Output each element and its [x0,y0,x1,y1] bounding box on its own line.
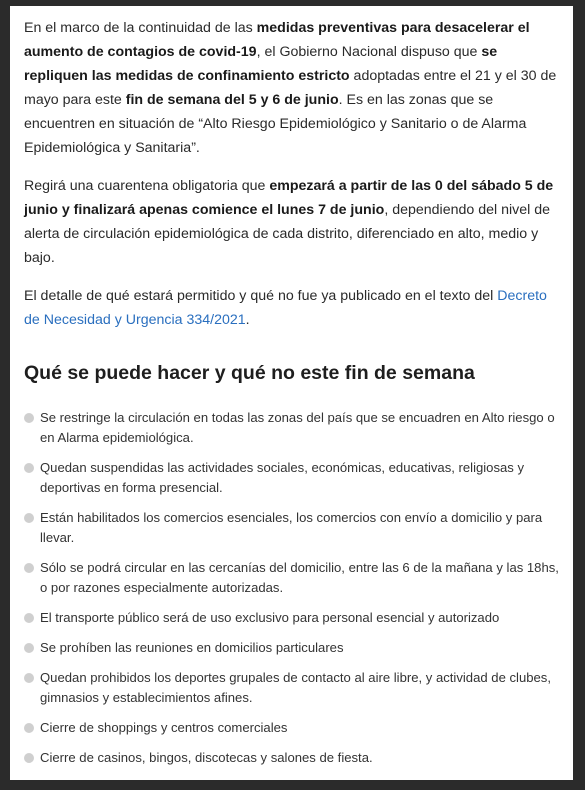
quarantine-paragraph [24,174,563,270]
bullet-icon [24,613,34,623]
list-item-text: Se prohíben las reuniones en domicilios particulares [40,640,344,655]
bold-segment: empezará a partir de las 0 del sábado 5 de junio y finalizará apenas comience el lunes 7 de junio [24,178,554,218]
decree-link[interactable]: Decreto de Necesidad y Urgencia 334/2021 [24,288,547,328]
text-segment: . [245,312,250,328]
bold-segment: se repliquen las medidas de confinamiento estricto [24,44,498,84]
bullet-icon [24,643,34,653]
list-item [24,458,563,498]
rules-list [24,408,563,768]
list-item [24,508,563,548]
list-item [24,408,563,448]
bullet-icon [24,753,34,763]
bullet-icon [24,723,34,733]
bullet-icon [24,413,34,423]
list-item-text: Cierre de casinos, bingos, discotecas y salones de fiesta. [40,750,373,765]
list-item [24,748,563,768]
bullet-icon [24,563,34,573]
article-frame [10,6,573,780]
bullet-icon [24,513,34,523]
text-segment: , el Gobierno Nacional dispuso que [256,44,482,60]
list-item-text: Quedan prohibidos los deportes grupales de contacto al aire libre, y actividad de clubes, gimnasios y establecimientos afines. [40,670,551,705]
list-item [24,558,563,598]
list-item-text: Cierre de shoppings y centros comerciales [40,720,288,735]
bold-segment: medidas preventivas para desacelerar el aumento de contagios de covid-19 [24,20,530,60]
bullet-icon [24,673,34,683]
list-item-text: Están habilitados los comercios esenciales, los comercios con envío a domicilio y para llevar. [40,510,543,545]
text-segment: . Es en las zonas que se encuentren en situación de “Alto Riesgo Epidemiológico y Sanitario o de Alarma Epidemiológica y Sanitaria”. [24,92,527,156]
intro-paragraph [24,16,563,160]
list-item-text: Se restringe la circulación en todas las zonas del país que se encuadren en Alto riesgo o en Alarma epidemiológica. [40,410,555,445]
text-segment: El detalle de qué estará permitido y qué no fue ya publicado en el texto del [24,288,498,304]
text-segment: En el marco de la continuidad de las [24,20,257,36]
bold-segment: fin de semana del 5 y 6 de junio [125,92,339,108]
bullet-icon [24,463,34,473]
list-item [24,638,563,658]
list-item-text: El transporte público será de uso exclusivo para personal esencial y autorizado [40,610,500,625]
text-segment: , dependiendo del nivel de alerta de circulación epidemiológica de cada distrito, diferenciado en alto, medio y bajo. [24,202,550,266]
list-item-text: Quedan suspendidas las actividades sociales, económicas, educativas, religiosas y deportivas en forma presencial. [40,460,525,495]
list-item-text: Sólo se podrá circular en las cercanías del domicilio, entre las 6 de la mañana y las 18hs, o por razones especialmente autorizadas. [40,560,559,595]
section-heading: Qué se puede hacer y qué no este fin de semana [24,362,475,384]
list-item [24,608,563,628]
text-segment: Regirá una cuarentena obligatoria que [24,178,270,194]
decree-paragraph [24,284,563,332]
list-item [24,718,563,738]
text-segment: adoptadas entre el 21 y el 30 de mayo para este [24,68,557,108]
list-item [24,668,563,708]
